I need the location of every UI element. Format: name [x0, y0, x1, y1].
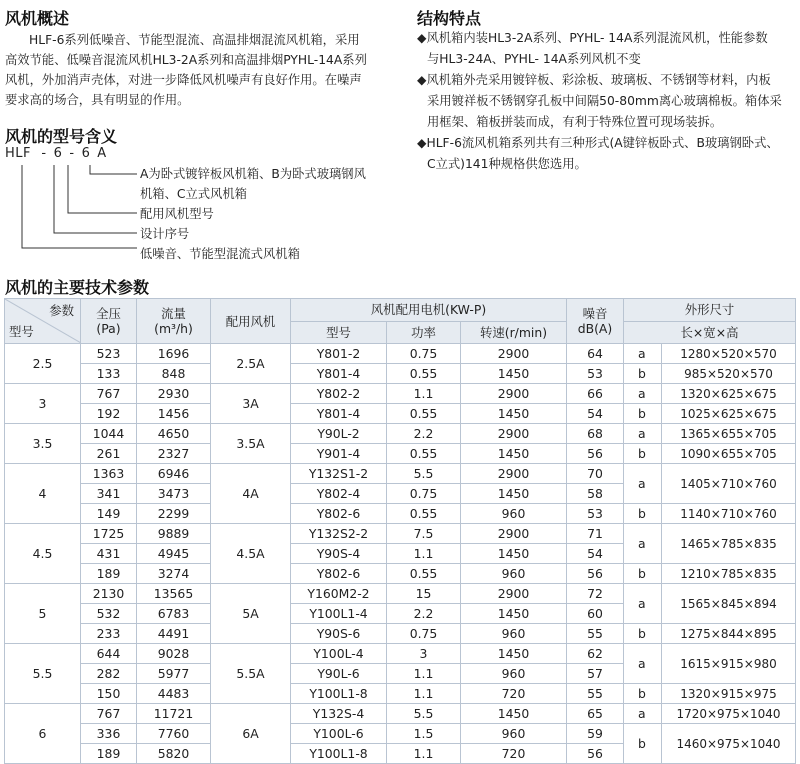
table-row [5, 384, 796, 404]
cell-flow: 2299 [137, 504, 211, 524]
header-model: 型号 [9, 324, 34, 339]
cell-dims: 1320×625×675 [662, 384, 796, 404]
cell-noise: 54 [567, 544, 624, 564]
cell-motor-model: Y901-4 [291, 444, 387, 464]
cell-noise: 55 [567, 684, 624, 704]
cell-fan: 3A [211, 384, 291, 424]
cell-noise: 53 [567, 504, 624, 524]
cell-flow: 9028 [137, 644, 211, 664]
cell-fan: 5A [211, 584, 291, 644]
cell-dims-type: a [624, 524, 662, 564]
model-meaning-title: 风机的型号含义 [5, 127, 118, 146]
overview-line: 要求高的场合，具有明显的作用。 [5, 93, 190, 107]
cell-motor-model: Y132S-4 [291, 704, 387, 724]
cell-motor-model: Y90S-4 [291, 544, 387, 564]
cell-dims-type: b [624, 364, 662, 384]
cell-model: 4 [5, 464, 81, 524]
cell-fan: 5.5A [211, 644, 291, 704]
cell-fan: 6A [211, 704, 291, 764]
cell-dims: 1615×915×980 [662, 644, 796, 684]
cell-flow: 2327 [137, 444, 211, 464]
cell-pressure: 189 [81, 744, 137, 764]
cell-noise: 57 [567, 664, 624, 684]
cell-dims-type: b [624, 724, 662, 764]
cell-motor-speed: 1450 [461, 704, 567, 724]
cell-dims: 985×520×570 [662, 364, 796, 384]
cell-dims: 1275×844×895 [662, 624, 796, 644]
cell-motor-speed: 720 [461, 684, 567, 704]
table-row [5, 444, 796, 464]
cell-motor-power: 0.55 [387, 504, 461, 524]
features-title: 结构特点 [417, 9, 482, 28]
header-param: 参数 [49, 303, 74, 318]
table-row [5, 364, 796, 384]
header-pressure: 全压 (Pa) [81, 299, 137, 344]
cell-noise: 70 [567, 464, 624, 484]
cell-dims-type: a [624, 584, 662, 624]
table-row [5, 504, 796, 524]
cell-motor-model: Y802-4 [291, 484, 387, 504]
cell-dims-type: b [624, 684, 662, 704]
cell-flow: 11721 [137, 704, 211, 724]
legend-item: 配用风机型号 [140, 207, 214, 221]
cell-motor-speed: 960 [461, 624, 567, 644]
cell-pressure: 233 [81, 624, 137, 644]
cell-motor-power: 1.1 [387, 544, 461, 564]
overview-line: HLF-6系列低噪音、节能型混流、高温排烟混流风机箱，采用 [29, 33, 360, 47]
cell-motor-model: Y802-6 [291, 564, 387, 584]
cell-fan: 3.5A [211, 424, 291, 464]
cell-model: 5 [5, 584, 81, 644]
cell-motor-model: Y802-6 [291, 504, 387, 524]
cell-pressure: 192 [81, 404, 137, 424]
cell-dims-type: a [624, 344, 662, 364]
cell-motor-model: Y100L1-8 [291, 744, 387, 764]
cell-noise: 71 [567, 524, 624, 544]
cell-dims: 1280×520×570 [662, 344, 796, 364]
cell-noise: 58 [567, 484, 624, 504]
cell-flow: 7760 [137, 724, 211, 744]
cell-motor-model: Y100L-6 [291, 724, 387, 744]
cell-motor-model: Y802-2 [291, 384, 387, 404]
cell-pressure: 149 [81, 504, 137, 524]
spec-table-body [5, 344, 796, 764]
table-row [5, 464, 796, 484]
cell-dims: 1465×785×835 [662, 524, 796, 564]
cell-dims: 1140×710×760 [662, 504, 796, 524]
cell-dims: 1720×975×1040 [662, 704, 796, 724]
cell-motor-model: Y160M2-2 [291, 584, 387, 604]
cell-motor-power: 0.75 [387, 624, 461, 644]
cell-dims: 1405×710×760 [662, 464, 796, 504]
model-legend [140, 164, 390, 264]
cell-noise: 59 [567, 724, 624, 744]
cell-dims: 1025×625×675 [662, 404, 796, 424]
header-model-param [5, 299, 81, 344]
cell-motor-model: Y100L-4 [291, 644, 387, 664]
cell-noise: 60 [567, 604, 624, 624]
cell-dims-type: a [624, 644, 662, 684]
cell-flow: 1696 [137, 344, 211, 364]
cell-motor-speed: 1450 [461, 444, 567, 464]
cell-motor-model: Y100L1-8 [291, 684, 387, 704]
cell-noise: 56 [567, 744, 624, 764]
cell-dims-type: b [624, 444, 662, 464]
cell-flow: 1456 [137, 404, 211, 424]
cell-flow: 4945 [137, 544, 211, 564]
cell-motor-model: Y801-2 [291, 344, 387, 364]
cell-pressure: 1044 [81, 424, 137, 444]
cell-pressure: 189 [81, 564, 137, 584]
cell-pressure: 282 [81, 664, 137, 684]
cell-pressure: 1363 [81, 464, 137, 484]
cell-motor-speed: 960 [461, 504, 567, 524]
feature-line: 采用镀祥板不锈钢穿孔板中间隔50-80mm离心玻璃棉板。箱体采 [427, 94, 782, 108]
model-bracket-lines [0, 0, 160, 260]
spec-table [4, 298, 796, 764]
header-dims-group: 外形尺寸 [624, 299, 796, 322]
feature-line: C立式)141种规格供您选用。 [427, 157, 587, 171]
bracket-a [90, 165, 137, 174]
cell-motor-speed: 2900 [461, 524, 567, 544]
cell-dims: 1365×655×705 [662, 424, 796, 444]
cell-dims: 1460×975×1040 [662, 724, 796, 764]
cell-flow: 2930 [137, 384, 211, 404]
cell-motor-speed: 1450 [461, 404, 567, 424]
table-row [5, 704, 796, 724]
cell-motor-power: 0.55 [387, 364, 461, 384]
cell-motor-model: Y132S1-2 [291, 464, 387, 484]
code-fan-type: 6 [53, 146, 63, 161]
cell-flow: 9889 [137, 524, 211, 544]
header-diagonal-cell [5, 299, 80, 343]
code-fan-model: 6 [81, 146, 91, 161]
cell-motor-power: 3 [387, 644, 461, 664]
cell-pressure: 133 [81, 364, 137, 384]
cell-pressure: 336 [81, 724, 137, 744]
cell-motor-speed: 1450 [461, 604, 567, 624]
cell-dims-type: b [624, 404, 662, 424]
table-row [5, 424, 796, 444]
cell-fan: 4.5A [211, 524, 291, 584]
cell-pressure: 341 [81, 484, 137, 504]
cell-motor-model: Y90L-2 [291, 424, 387, 444]
cell-pressure: 2130 [81, 584, 137, 604]
cell-motor-speed: 1450 [461, 644, 567, 664]
overview-title: 风机概述 [5, 9, 70, 28]
cell-motor-model: Y132S2-2 [291, 524, 387, 544]
table-row [5, 584, 796, 604]
cell-noise: 65 [567, 704, 624, 724]
table-row [5, 624, 796, 644]
code-dash: - [41, 146, 47, 161]
cell-pressure: 532 [81, 604, 137, 624]
cell-fan: 4A [211, 464, 291, 524]
cell-noise: 56 [567, 564, 624, 584]
header-flow: 流量 (m³/h) [137, 299, 211, 344]
cell-motor-power: 5.5 [387, 704, 461, 724]
cell-model: 3 [5, 384, 81, 424]
cell-flow: 3274 [137, 564, 211, 584]
cell-motor-power: 0.55 [387, 444, 461, 464]
cell-motor-speed: 960 [461, 664, 567, 684]
header-motor-power: 功率 [387, 321, 461, 344]
cell-flow: 3473 [137, 484, 211, 504]
cell-motor-speed: 2900 [461, 464, 567, 484]
cell-noise: 56 [567, 444, 624, 464]
cell-flow: 4650 [137, 424, 211, 444]
cell-model: 4.5 [5, 524, 81, 584]
cell-model: 6 [5, 704, 81, 764]
header-motor-speed: 转速(r/min) [461, 321, 567, 344]
cell-dims-type: a [624, 424, 662, 444]
header-noise: 噪音 dB(A) [567, 299, 624, 344]
cell-noise: 62 [567, 644, 624, 664]
cell-motor-speed: 2900 [461, 424, 567, 444]
legend-item: A为卧式镀锌板风机箱、B为卧式玻璃钢风 [140, 167, 366, 181]
cell-motor-speed: 1450 [461, 364, 567, 384]
overview-line: 高效节能、低噪音混流风机HL3-2A系列和高温排烟PYHL-14A系列 [5, 53, 367, 67]
overview-line: 风机，外加消声壳体，对进一步降低风机噪声有良好作用。在噪声 [5, 73, 362, 87]
legend-item: 设计序号 [140, 227, 190, 241]
cell-dims-type: a [624, 704, 662, 724]
cell-dims: 1090×655×705 [662, 444, 796, 464]
cell-motor-power: 2.2 [387, 604, 461, 624]
cell-flow: 6946 [137, 464, 211, 484]
cell-motor-power: 5.5 [387, 464, 461, 484]
table-row [5, 724, 796, 744]
cell-dims: 1320×915×975 [662, 684, 796, 704]
cell-flow: 6783 [137, 604, 211, 624]
cell-dims: 1210×785×835 [662, 564, 796, 584]
cell-noise: 72 [567, 584, 624, 604]
header-motor-group: 风机配用电机(KW-P) [291, 299, 567, 322]
legend-item: 低噪音、节能型混流式风机箱 [140, 247, 300, 261]
cell-motor-power: 1.1 [387, 684, 461, 704]
cell-motor-speed: 1450 [461, 544, 567, 564]
cell-fan: 2.5A [211, 344, 291, 384]
cell-pressure: 523 [81, 344, 137, 364]
table-row [5, 684, 796, 704]
cell-motor-power: 0.75 [387, 484, 461, 504]
header-dims-sub: 长×宽×高 [624, 321, 796, 344]
cell-model: 3.5 [5, 424, 81, 464]
cell-motor-speed: 2900 [461, 344, 567, 364]
cell-motor-speed: 960 [461, 724, 567, 744]
cell-flow: 5977 [137, 664, 211, 684]
cell-motor-speed: 2900 [461, 384, 567, 404]
cell-motor-power: 1.5 [387, 724, 461, 744]
cell-pressure: 767 [81, 704, 137, 724]
cell-motor-model: Y801-4 [291, 364, 387, 384]
bracket-prefix [22, 165, 137, 248]
spec-title: 风机的主要技术参数 [5, 278, 150, 297]
cell-model: 5.5 [5, 644, 81, 704]
cell-motor-power: 7.5 [387, 524, 461, 544]
cell-pressure: 1725 [81, 524, 137, 544]
cell-motor-speed: 1450 [461, 484, 567, 504]
cell-motor-speed: 2900 [461, 584, 567, 604]
feature-line: 用框架、箱板拼装而成，有利于特殊位置可现场装拆。 [427, 115, 723, 129]
table-row [5, 404, 796, 424]
cell-pressure: 767 [81, 384, 137, 404]
cell-motor-power: 1.1 [387, 744, 461, 764]
cell-noise: 53 [567, 364, 624, 384]
cell-motor-power: 0.55 [387, 564, 461, 584]
cell-motor-speed: 960 [461, 564, 567, 584]
cell-pressure: 261 [81, 444, 137, 464]
cell-motor-model: Y100L1-4 [291, 604, 387, 624]
cell-motor-model: Y90S-6 [291, 624, 387, 644]
cell-flow: 4491 [137, 624, 211, 644]
legend-item: 机箱、C立式风机箱 [140, 187, 247, 201]
table-row [5, 564, 796, 584]
cell-motor-power: 15 [387, 584, 461, 604]
feature-line: ◆HLF-6流风机箱系列共有三种形式(A键锌板卧式、B玻璃钢卧式、 [417, 136, 779, 150]
cell-model: 2.5 [5, 344, 81, 384]
cell-motor-power: 1.1 [387, 664, 461, 684]
code-prefix: HLF [5, 146, 31, 161]
code-dash: - [69, 146, 75, 161]
cell-motor-power: 2.2 [387, 424, 461, 444]
cell-dims-type: b [624, 624, 662, 644]
cell-noise: 68 [567, 424, 624, 444]
cell-dims-type: b [624, 564, 662, 584]
cell-pressure: 150 [81, 684, 137, 704]
cell-pressure: 644 [81, 644, 137, 664]
cell-motor-power: 0.55 [387, 404, 461, 424]
bracket-seq [54, 165, 137, 233]
cell-flow: 13565 [137, 584, 211, 604]
cell-motor-speed: 720 [461, 744, 567, 764]
features-text [417, 28, 800, 175]
feature-line: ◆风机箱外壳采用镀锌板、彩涂板、玻璃板、不锈钢等材料，内板 [417, 73, 771, 87]
cell-noise: 54 [567, 404, 624, 424]
cell-flow: 848 [137, 364, 211, 384]
bracket-model [68, 165, 137, 213]
header-fan: 配用风机 [211, 299, 291, 344]
code-form: A [97, 146, 107, 161]
cell-noise: 64 [567, 344, 624, 364]
table-row [5, 344, 796, 364]
cell-motor-power: 1.1 [387, 384, 461, 404]
cell-dims-type: a [624, 384, 662, 404]
cell-dims-type: a [624, 464, 662, 504]
cell-flow: 5820 [137, 744, 211, 764]
header-motor-model: 型号 [291, 321, 387, 344]
cell-pressure: 431 [81, 544, 137, 564]
cell-noise: 55 [567, 624, 624, 644]
cell-dims: 1565×845×894 [662, 584, 796, 624]
cell-motor-model: Y90L-6 [291, 664, 387, 684]
table-row [5, 524, 796, 544]
cell-flow: 4483 [137, 684, 211, 704]
feature-line: ◆风机箱内装HL3-2A系列、PYHL- 14A系列混流风机，性能参数 [417, 31, 768, 45]
table-row [5, 644, 796, 664]
cell-motor-power: 0.75 [387, 344, 461, 364]
cell-noise: 66 [567, 384, 624, 404]
cell-motor-model: Y801-4 [291, 404, 387, 424]
feature-line: 与HL3-24A、PYHL- 14A系列风机不变 [427, 52, 641, 66]
cell-dims-type: b [624, 504, 662, 524]
